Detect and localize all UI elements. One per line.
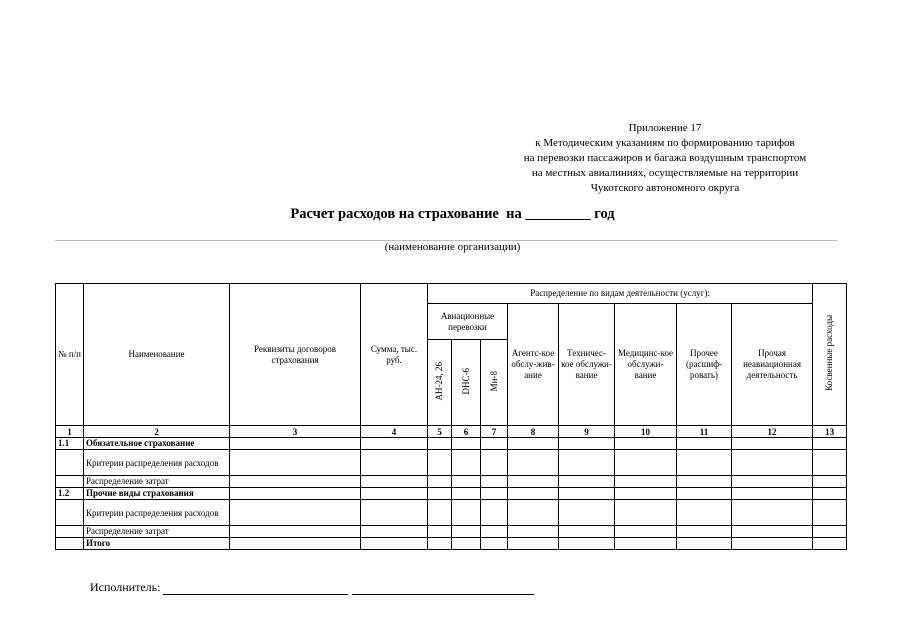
col-number: 8	[508, 426, 559, 438]
row-number: 1.1	[56, 438, 84, 450]
data-cell[interactable]	[732, 450, 813, 476]
data-cell[interactable]	[361, 538, 428, 550]
data-cell[interactable]	[508, 500, 559, 526]
col-number: 12	[732, 426, 813, 438]
data-cell[interactable]	[615, 438, 677, 450]
data-cell[interactable]	[677, 526, 732, 538]
data-cell[interactable]	[452, 476, 481, 488]
data-cell[interactable]	[452, 538, 481, 550]
row-name: Критерии распределения расходов	[84, 450, 230, 476]
data-cell[interactable]	[452, 438, 481, 450]
executor-label: Исполнитель:	[90, 580, 161, 594]
data-cell[interactable]	[559, 488, 615, 500]
data-cell[interactable]	[813, 526, 847, 538]
row-number	[56, 538, 84, 550]
data-cell[interactable]	[361, 526, 428, 538]
data-cell[interactable]	[813, 450, 847, 476]
data-cell[interactable]	[428, 538, 452, 550]
column-number-row	[56, 426, 847, 438]
data-cell[interactable]	[452, 500, 481, 526]
data-cell[interactable]	[813, 538, 847, 550]
appendix-line: к Методическим указаниям по формированию тарифов	[535, 137, 795, 149]
appendix-line: на перевозки пассажиров и багажа воздушным транспортом	[523, 152, 807, 164]
data-cell[interactable]	[559, 526, 615, 538]
col-number: 9	[559, 426, 615, 438]
data-cell[interactable]	[452, 488, 481, 500]
header-dhc-label: DHC-6	[460, 367, 471, 395]
data-cell[interactable]	[615, 476, 677, 488]
row-name: Критерии распределения расходов	[84, 500, 230, 526]
executor-signature	[90, 580, 534, 595]
data-cell[interactable]	[508, 526, 559, 538]
header-distribution: Распределение по видам деятельности (услуг):	[428, 284, 813, 304]
data-cell[interactable]	[508, 538, 559, 550]
data-cell[interactable]	[615, 450, 677, 476]
data-cell[interactable]	[428, 500, 452, 526]
data-cell[interactable]	[559, 500, 615, 526]
col-number: 6	[452, 426, 481, 438]
data-cell[interactable]	[732, 538, 813, 550]
data-cell[interactable]	[813, 476, 847, 488]
data-cell[interactable]	[428, 450, 452, 476]
data-cell[interactable]	[677, 476, 732, 488]
col-number: 11	[677, 426, 732, 438]
executor-signature-line[interactable]	[352, 582, 534, 595]
data-cell[interactable]	[508, 488, 559, 500]
header-mi-label: Ми-8	[488, 370, 499, 392]
executor-name-line[interactable]	[163, 582, 348, 595]
col-number: 2	[84, 426, 230, 438]
row-name: Распределение затрат	[84, 476, 230, 488]
data-cell[interactable]	[481, 438, 508, 450]
data-cell[interactable]	[230, 538, 361, 550]
data-cell[interactable]	[559, 450, 615, 476]
data-cell[interactable]	[615, 538, 677, 550]
header-indirect	[813, 284, 847, 426]
data-cell[interactable]	[481, 500, 508, 526]
data-cell[interactable]	[230, 438, 361, 450]
col-number: 3	[230, 426, 361, 438]
data-cell[interactable]	[508, 476, 559, 488]
row-number	[56, 450, 84, 476]
table-body	[56, 438, 847, 550]
page-title: Расчет расходов на страхование на _________ год	[290, 206, 615, 222]
data-cell[interactable]	[452, 450, 481, 476]
table-row	[56, 526, 847, 538]
data-cell[interactable]	[481, 538, 508, 550]
header-sum: Сумма, тыс. руб.	[361, 284, 428, 426]
data-cell[interactable]	[508, 438, 559, 450]
appendix-line: Приложение 17	[628, 122, 702, 134]
row-name: Итого	[84, 538, 230, 550]
data-cell[interactable]	[677, 488, 732, 500]
data-cell[interactable]	[230, 476, 361, 488]
expense-table	[55, 283, 847, 550]
data-cell[interactable]	[361, 438, 428, 450]
header-dhc	[452, 340, 481, 426]
header-nonaviation: Прочая неавиационная деятельность	[732, 304, 813, 426]
header-num: № п/п	[56, 284, 84, 426]
data-cell[interactable]	[230, 488, 361, 500]
data-cell[interactable]	[677, 538, 732, 550]
col-number: 5	[428, 426, 452, 438]
data-cell[interactable]	[428, 438, 452, 450]
data-cell[interactable]	[615, 488, 677, 500]
row-number	[56, 526, 84, 538]
header-tech: Техничес-кое обслужи-вание	[559, 304, 615, 426]
data-cell[interactable]	[361, 450, 428, 476]
header-air-transport: Авиационные перевозки	[428, 304, 508, 340]
table-row	[56, 500, 847, 526]
data-cell[interactable]	[361, 476, 428, 488]
data-cell[interactable]	[428, 526, 452, 538]
header-mi	[481, 340, 508, 426]
data-cell[interactable]	[481, 526, 508, 538]
col-number: 13	[813, 426, 847, 438]
data-cell[interactable]	[361, 488, 428, 500]
col-number: 4	[361, 426, 428, 438]
data-cell[interactable]	[230, 450, 361, 476]
data-cell[interactable]	[428, 476, 452, 488]
row-number: 1.2	[56, 488, 84, 500]
header-name: Наименование	[84, 284, 230, 426]
table-row	[56, 450, 847, 476]
row-number	[56, 500, 84, 526]
appendix-note	[470, 121, 860, 196]
data-cell[interactable]	[559, 538, 615, 550]
col-number: 1	[56, 426, 84, 438]
data-cell[interactable]	[615, 500, 677, 526]
table-row	[56, 438, 847, 450]
header-indirect-label: Косвенные расходы	[824, 315, 835, 391]
data-cell[interactable]	[813, 500, 847, 526]
header-medical: Медицинс-кое обслужи-вание	[615, 304, 677, 426]
data-cell[interactable]	[230, 526, 361, 538]
data-cell[interactable]	[559, 476, 615, 488]
data-cell[interactable]	[559, 438, 615, 450]
data-cell[interactable]	[732, 526, 813, 538]
data-cell[interactable]	[428, 488, 452, 500]
row-number	[56, 476, 84, 488]
header-an-label: АН-24, 26	[434, 361, 444, 401]
header-agency: Агентс-кое обслу-жив-ание	[508, 304, 559, 426]
table-row	[56, 538, 847, 550]
data-cell[interactable]	[508, 450, 559, 476]
data-cell[interactable]	[732, 476, 813, 488]
data-cell[interactable]	[677, 450, 732, 476]
table-row	[56, 488, 847, 500]
data-cell[interactable]	[732, 500, 813, 526]
data-cell[interactable]	[615, 526, 677, 538]
row-name: Обязательное страхование	[84, 438, 230, 450]
data-cell[interactable]	[677, 500, 732, 526]
data-cell[interactable]	[732, 488, 813, 500]
col-number: 7	[481, 426, 508, 438]
header-an	[428, 340, 452, 426]
appendix-line: Чукотского автономного округа	[590, 182, 740, 194]
row-name: Прочие виды страхования	[84, 488, 230, 500]
data-cell[interactable]	[813, 488, 847, 500]
header-details: Реквизиты договоров страхования	[230, 284, 361, 426]
data-cell[interactable]	[481, 450, 508, 476]
col-number: 10	[615, 426, 677, 438]
data-cell[interactable]	[481, 476, 508, 488]
data-cell[interactable]	[677, 438, 732, 450]
header-other: Прочее (расшиф-ровать)	[677, 304, 732, 426]
organization-caption: (наименование организации)	[384, 241, 521, 253]
data-cell[interactable]	[813, 438, 847, 450]
row-name: Распределение затрат	[84, 526, 230, 538]
data-cell[interactable]	[481, 488, 508, 500]
appendix-line: на местных авиалиниях, осуществляемые на территории	[531, 167, 799, 179]
table-row	[56, 476, 847, 488]
data-cell[interactable]	[732, 438, 813, 450]
data-cell[interactable]	[361, 500, 428, 526]
data-cell[interactable]	[230, 500, 361, 526]
data-cell[interactable]	[452, 526, 481, 538]
